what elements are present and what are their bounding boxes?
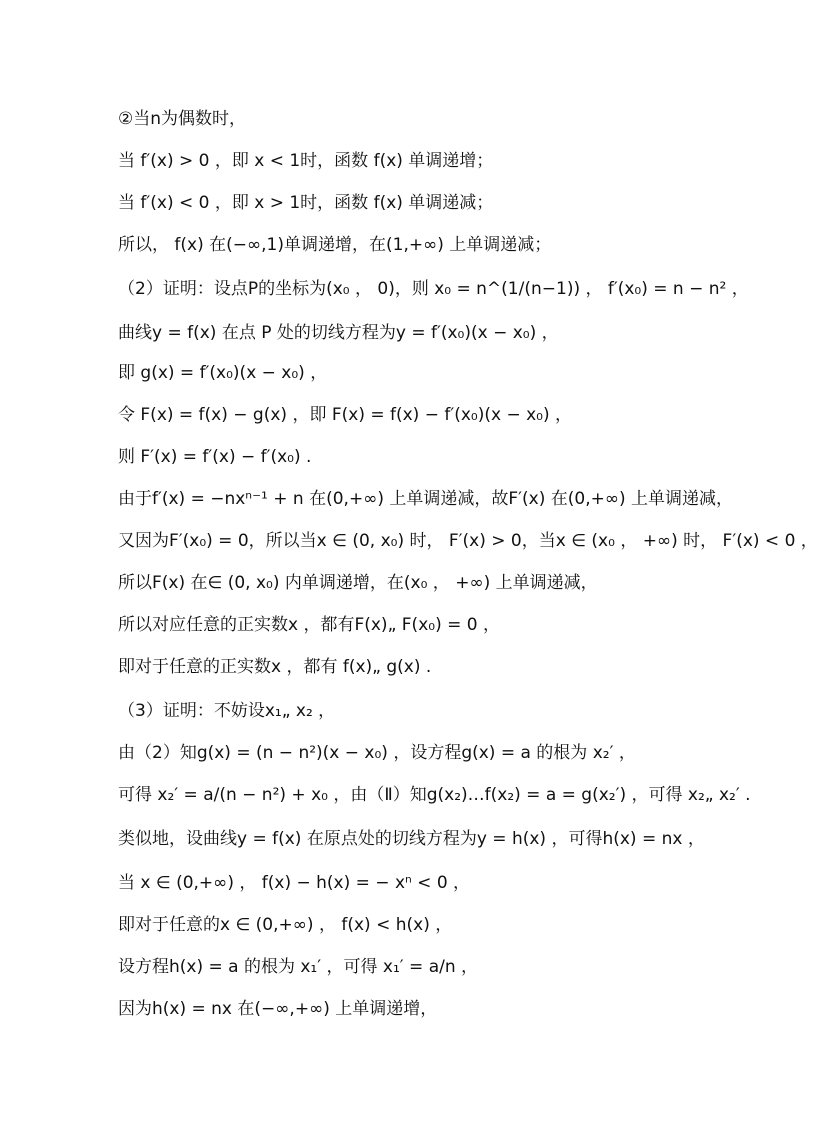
text-line-11: 又因为F′(x₀) = 0，所以当x ∈ (0, x₀) 时， F′(x) > 0，当x ∈ (x₀ ， +∞) 时， F′(x) < 0 ， [118,531,818,551]
text-line-2: 当 f′(x) > 0 ，即 x < 1时，函数 f(x) 单调递增； [118,151,494,171]
text-line-21: 设方程h(x) = a 的根为 x₁′ ，可得 x₁′ = a/n ， [118,957,479,977]
text-line-17: 可得 x₂′ = a/(n − n²) + x₀ ，由（Ⅱ）知g(x₂)…f(x₂) = a = g(x₂′) ，可得 x₂„ x₂′ . [118,785,751,805]
text-line-19: 当 x ∈ (0,+∞) ， f(x) − h(x) = − xⁿ < 0 ， [118,873,471,893]
text-line-4: 所以， f(x) 在(−∞,1)单调递增，在(1,+∞) 上单调递减； [118,235,552,255]
text-line-13: 所以对应任意的正实数x ，都有F(x)„ F(x₀) = 0 ， [118,615,500,635]
text-line-8: 令 F(x) = f(x) − g(x) ，即 F(x) = f(x) − f′(x₀)(x − x₀) ， [118,405,573,425]
text-line-3: 当 f′(x) < 0 ，即 x > 1时，函数 f(x) 单调递减； [118,193,494,213]
text-line-5: （2）证明：设点P的坐标为(x₀ ， 0)，则 x₀ = n^(1/(n−1)) ， f′(x₀) = n − n² ， [118,279,749,299]
text-line-14: 即对于任意的正实数x ，都有 f(x)„ g(x) . [118,657,432,677]
text-line-20: 即对于任意的x ∈ (0,+∞) ， f(x) < h(x) ， [118,915,453,935]
text-line-16: 由（2）知g(x) = (n − n²)(x − x₀) ，设方程g(x) = a 的根为 x₂′ ， [118,743,636,763]
text-line-10: 由于f′(x) = −nxⁿ⁻¹ + n 在(0,+∞) 上单调递减，故F′(x) 在(0,+∞) 上单调递减， [118,489,734,509]
text-line-6: 曲线y = f(x) 在点 P 处的切线方程为y = f′(x₀)(x − x₀) ， [118,323,559,343]
text-line-15: （3）证明：不妨设x₁„ x₂ ， [118,701,336,721]
text-line-12: 所以F(x) 在∈ (0, x₀) 内单调递增，在(x₀ ， +∞) 上单调递减， [118,573,598,593]
text-line-22: 因为h(x) = nx 在(−∞,+∞) 上单调递增， [118,999,438,1019]
text-line-9: 则 F′(x) = f′(x) − f′(x₀) . [118,447,312,467]
text-line-1: ②当n为偶数时， [118,109,247,129]
text-line-18: 类似地，设曲线y = f(x) 在原点处的切线方程为y = h(x) ，可得h(x) = nx ， [118,829,705,849]
text-line-7: 即 g(x) = f′(x₀)(x − x₀) ， [118,363,328,383]
